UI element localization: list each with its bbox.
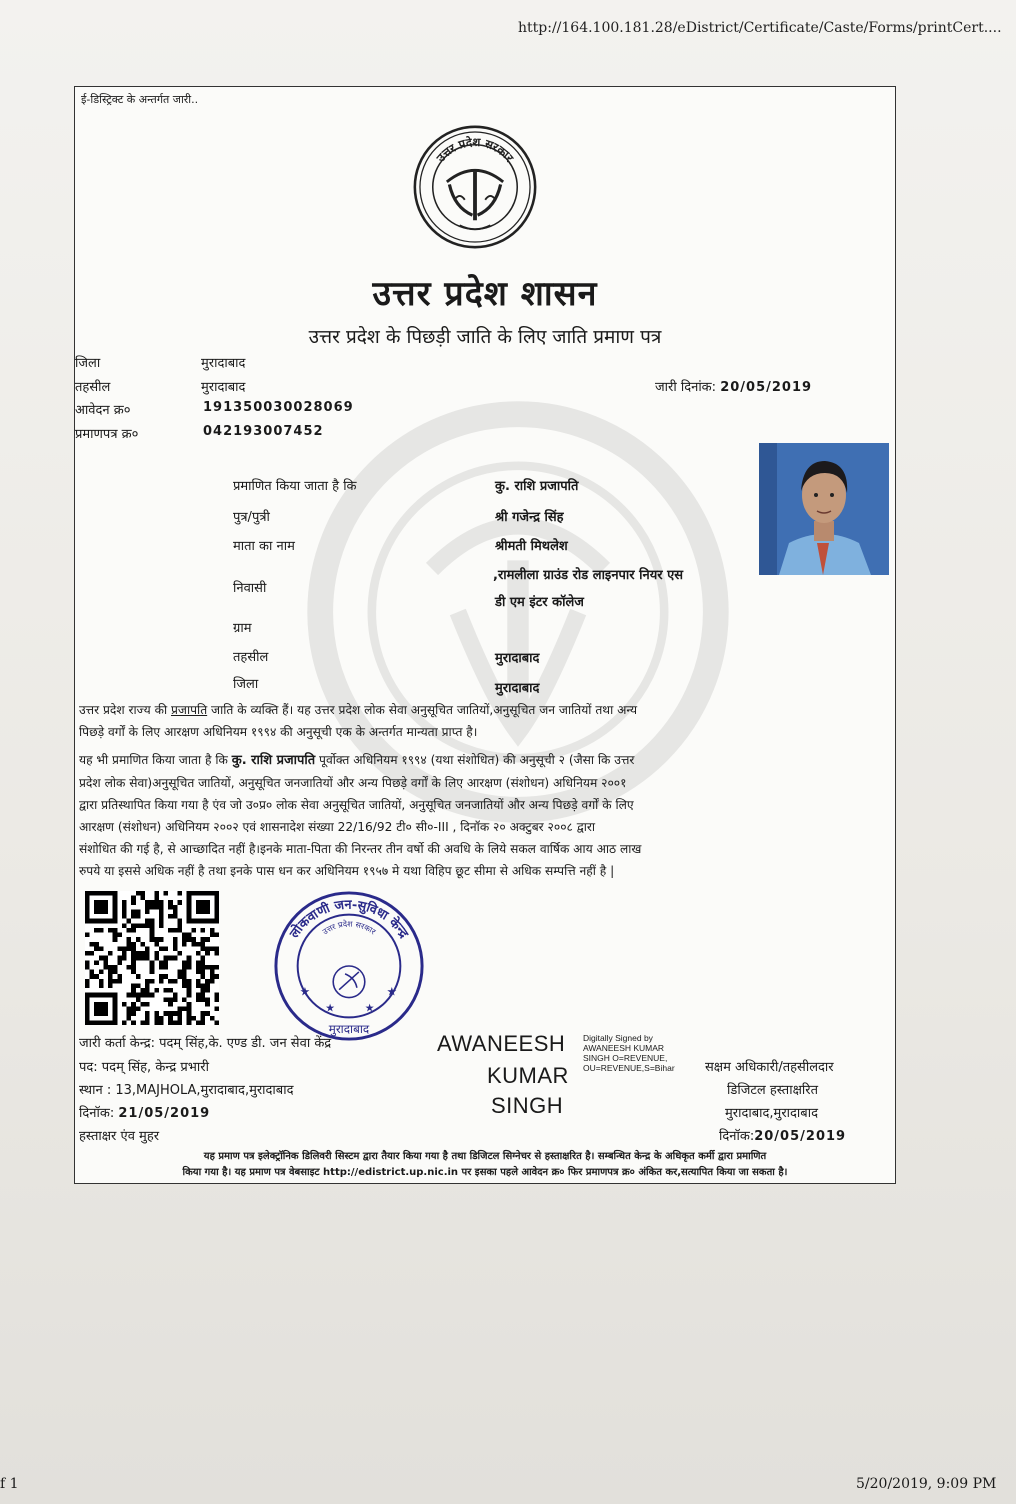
svg-text:उत्तर प्रदेश सरकार — [321, 918, 378, 936]
authority-date — [719, 1126, 846, 1144]
signature-name-line-1: AWANEESH — [437, 1031, 566, 1056]
emblem-text: उत्तर प्रदेश सरकार — [433, 134, 517, 165]
issue-date-label: जारी दिनांक: — [655, 380, 717, 395]
child-of-label: पुत्र/पुत्री — [233, 510, 270, 525]
issuer-date-value: 21/05/2019 — [118, 1106, 211, 1121]
stamp-top-text: लोकवाणी जन-सुविधा केन्द्र — [287, 897, 411, 942]
issue-date — [655, 377, 812, 395]
issue-date-value: 20/05/2019 — [720, 380, 813, 395]
certificate-no-label: प्रमाणपत्र क्र० — [75, 427, 139, 442]
print-footer-timestamp: 5/20/2019, 9:09 PM — [856, 1476, 997, 1492]
authority-place: मुरादाबाद,मुरादाबाद — [725, 1106, 818, 1121]
qr-code-icon — [85, 891, 219, 1025]
issuer-date-label: दिनॉक: — [79, 1106, 115, 1121]
signature-name-line-2: KUMAR — [487, 1063, 569, 1088]
applicant-photo — [759, 443, 889, 575]
stamp-center-text: उत्तर प्रदेश सरकार — [320, 919, 378, 937]
village-label: ग्राम — [233, 621, 252, 636]
mother-name: श्रीमती मिथलेश — [495, 539, 568, 554]
authority-digital-signed: डिजिटल हस्ताक्षरित — [727, 1083, 818, 1098]
paragraph-certification: यह भी प्रमाणित किया जाता है कि कु. राशि प्रजापति पूर्वोक्त अधिनियम १९९४ (यथा संशोधित) की अनुसूची २ (जैसा कि उत्तर प्रदेश लोक सेवा)अनुसूचित जातियों, अनुसूचित जनजातियों और अन्य पिछड़े वर्गों के लिए आरक्षण (संशोधन) अधिनियम २००१ द्वारा प्रतिस्थापित किया गया है एंव जो उ०प्र० लोक सेवा अनुसूचित जातियों, अनुसूचित जनजातियों और अन्य पिछड़े वर्गों के लिए आरक्षण (संशोधन) अधिनियम २००२ एवं शासनादेश संख्या 22/16/92 टी० सी०-III , दिनॉक २० अक्टुबर २००८ द्वारा संशोधित की गई है, से आच्छादित नहीं है।इनके माता-पिता की निरन्तर तीन वर्षो की अवधि के लिये सकल वार्षिक आय आठ लाख रुपये या इससे अधिक नहीं है तथा इनके पास धन कर अधिनियम १९५७ मे यथा विहिप छूट सीमा से अधिक सम्पत्ति नहीं है | — [79, 753, 642, 878]
person-tehsil-value: मुरादाबाद — [495, 651, 540, 666]
application-no-value: 191350030028069 — [203, 400, 354, 415]
center-rubber-stamp — [270, 887, 428, 1045]
signature-name-line-3: SINGH — [491, 1093, 564, 1118]
certificate-frame — [74, 86, 896, 1184]
svg-text:उत्तर प्रदेश सरकार — [433, 135, 517, 166]
application-no-label: आवेदन क्र० — [75, 403, 131, 418]
person-district-value: मुरादाबाद — [495, 681, 540, 696]
applicant-name: कु. राशि प्रजापति — [495, 479, 579, 494]
address-line-2: डी एम इंटर कॉलेज — [495, 595, 584, 610]
paragraph-caste-recognition: उत्तर प्रदेश राज्य की प्रजापति जाति के व्यक्ति हैं। यह उत्तर प्रदेश लोक सेवा अनुसूचित जातियों,अनुसूचित जन जातियों तथा अन्य पिछड़े वर्गों के लिए आरक्षण अधिनियम १९९४ की अनुसूची एक के अन्तर्गत मान्यता प्राप्त है। — [79, 703, 638, 739]
authority-date-value: 20/05/2019 — [754, 1129, 847, 1144]
certify-label: प्रमाणित किया जाता है कि — [233, 479, 357, 494]
print-header-url: http://164.100.181.28/eDistrict/Certificate/Caste/Forms/printCert.... — [518, 20, 1002, 36]
district-label: जिला — [75, 356, 101, 371]
government-heading: उत्तर प्रदेश शासन — [372, 274, 598, 314]
certificate-no-value: 042193007452 — [203, 424, 324, 439]
verification-footnote: यह प्रमाण पत्र इलेक्ट्रॉनिक डिलिवरी सिस्टम द्वारा तैयार किया गया है तथा डिजिटल सिग्नेचर से हस्ताक्षरित है। सम्बन्धित केन्द्र के अधिकृत कर्मी द्वारा प्रमाणित किया गया है। यह प्रमाण पत्र वेबसाइट http://edistrict.up.nic.in पर इसका पहले आवेदन क्र० फिर प्रमाणपत्र क्र० अंकित कर,सत्यापित किया जा सकता है। — [182, 1151, 788, 1178]
address-line-1: ,रामलीला ग्राउंड रोड लाइनपार नियर एस — [493, 568, 684, 583]
authority-title: सक्षम अधिकारी/तहसीलदार — [705, 1060, 834, 1075]
up-government-emblem-icon — [411, 123, 539, 251]
svg-text:★: ★ — [364, 1001, 375, 1015]
district-value: मुरादाबाद — [201, 356, 246, 371]
certificate-title: उत्तर प्रदेश के पिछड़ी जाति के लिए जाति प्रमाण पत्र — [308, 326, 662, 348]
issuer-post: पद: पदम् सिंह, केन्द्र प्रभारी — [79, 1060, 209, 1075]
person-tehsil-label: तहसील — [233, 650, 269, 665]
issuing-center: जारी कर्ता केन्द्र: पदम् सिंह,के. एण्ड डी. जन सेवा केंद्र — [79, 1036, 332, 1051]
svg-text:★: ★ — [386, 984, 398, 999]
tehsil-value: मुरादाबाद — [201, 380, 246, 395]
authority-date-label: दिनॉक: — [719, 1129, 755, 1144]
tehsil-label: तहसील — [75, 380, 111, 395]
svg-text:★: ★ — [299, 984, 311, 999]
paragraph-applicant-name: कु. राशि प्रजापति — [231, 753, 316, 768]
issued-under-note: ई-डिस्ट्रिक्ट के अन्तर्गत जारी.. — [81, 93, 199, 106]
print-footer-page: f 1 — [0, 1476, 19, 1492]
caste-name: प्रजापति — [170, 703, 208, 717]
signature-metadata: Digitally Signed by AWANEESH KUMAR SINGH O=REVENUE, OU=REVENUE,S=Bihar — [583, 1033, 675, 1073]
sign-and-seal-label: हस्ताक्षर एंव मुहर — [79, 1129, 160, 1144]
mother-label: माता का नाम — [233, 539, 295, 554]
issuer-date — [79, 1103, 210, 1121]
father-name: श्री गजेन्द्र सिंह — [495, 510, 564, 525]
person-district-label: जिला — [233, 677, 259, 692]
svg-text:★: ★ — [325, 1001, 336, 1015]
resident-label: निवासी — [233, 581, 267, 596]
stamp-bottom-text: मुरादाबाद — [328, 1022, 370, 1037]
issuer-place: स्थान : 13,MAJHOLA,मुरादाबाद,मुरादाबाद — [79, 1083, 294, 1098]
